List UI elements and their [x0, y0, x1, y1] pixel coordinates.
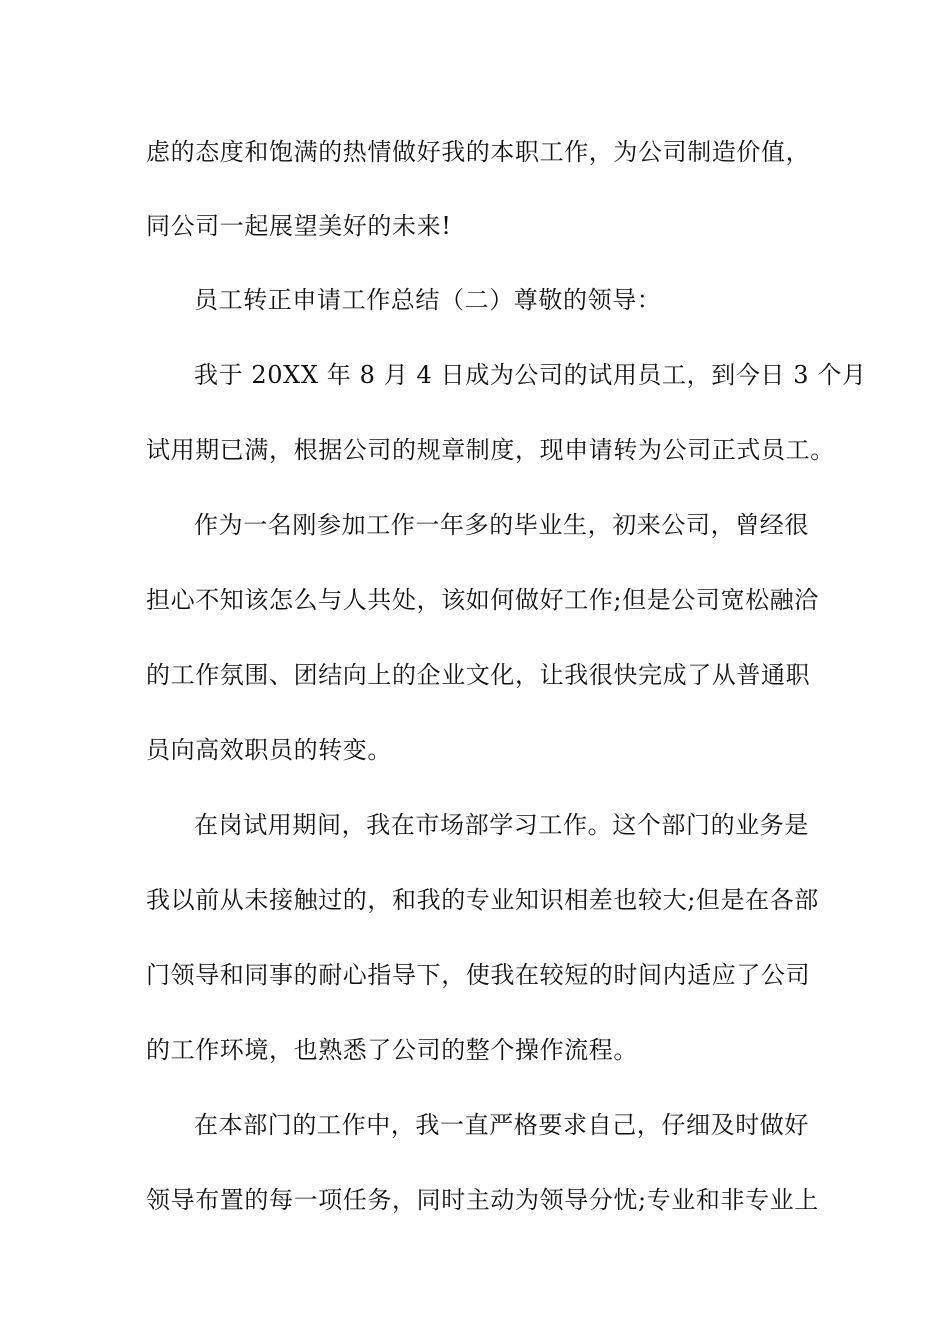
text-line-8: 的工作氛围、团结向上的企业文化，让我很快完成了从普通职 — [146, 661, 811, 689]
text-line-11: 我以前从未接触过的，和我的专业知识相差也较大;但是在各部 — [146, 886, 819, 914]
text-line-14: 在本部门的工作中，我一直严格要求自己，仔细及时做好 — [194, 1111, 809, 1139]
text-line-9: 员向高效职员的转变。 — [146, 736, 392, 764]
text-line-12: 门领导和同事的耐心指导下，使我在较短的时间内适应了公司 — [146, 961, 811, 989]
text-line-15: 领导布置的每一项任务，同时主动为领导分忧;专业和非专业上 — [146, 1186, 819, 1214]
text-line-13: 的工作环境，也熟悉了公司的整个操作流程。 — [146, 1036, 638, 1064]
text-line-10: 在岗试用期间，我在市场部学习工作。这个部门的业务是 — [194, 811, 809, 839]
text-line-7: 担心不知该怎么与人共处，该如何做好工作;但是公司宽松融洽 — [146, 586, 819, 614]
text-line-2: 同公司一起展望美好的未来! — [146, 212, 452, 240]
text-line-1: 虑的态度和饱满的热情做好我的本职工作，为公司制造价值， — [146, 138, 811, 166]
text-line-5: 试用期已满，根据公司的规章制度，现申请转为公司正式员工。 — [146, 436, 835, 464]
section-heading: 员工转正申请工作总结（二）尊敬的领导： — [194, 286, 662, 314]
text-line-4: 我于 20XX 年 8 月 4 日成为公司的试用员工，到今日 3 个月 — [194, 361, 867, 389]
text-line-6: 作为一名刚参加工作一年多的毕业生，初来公司，曾经很 — [194, 511, 809, 539]
